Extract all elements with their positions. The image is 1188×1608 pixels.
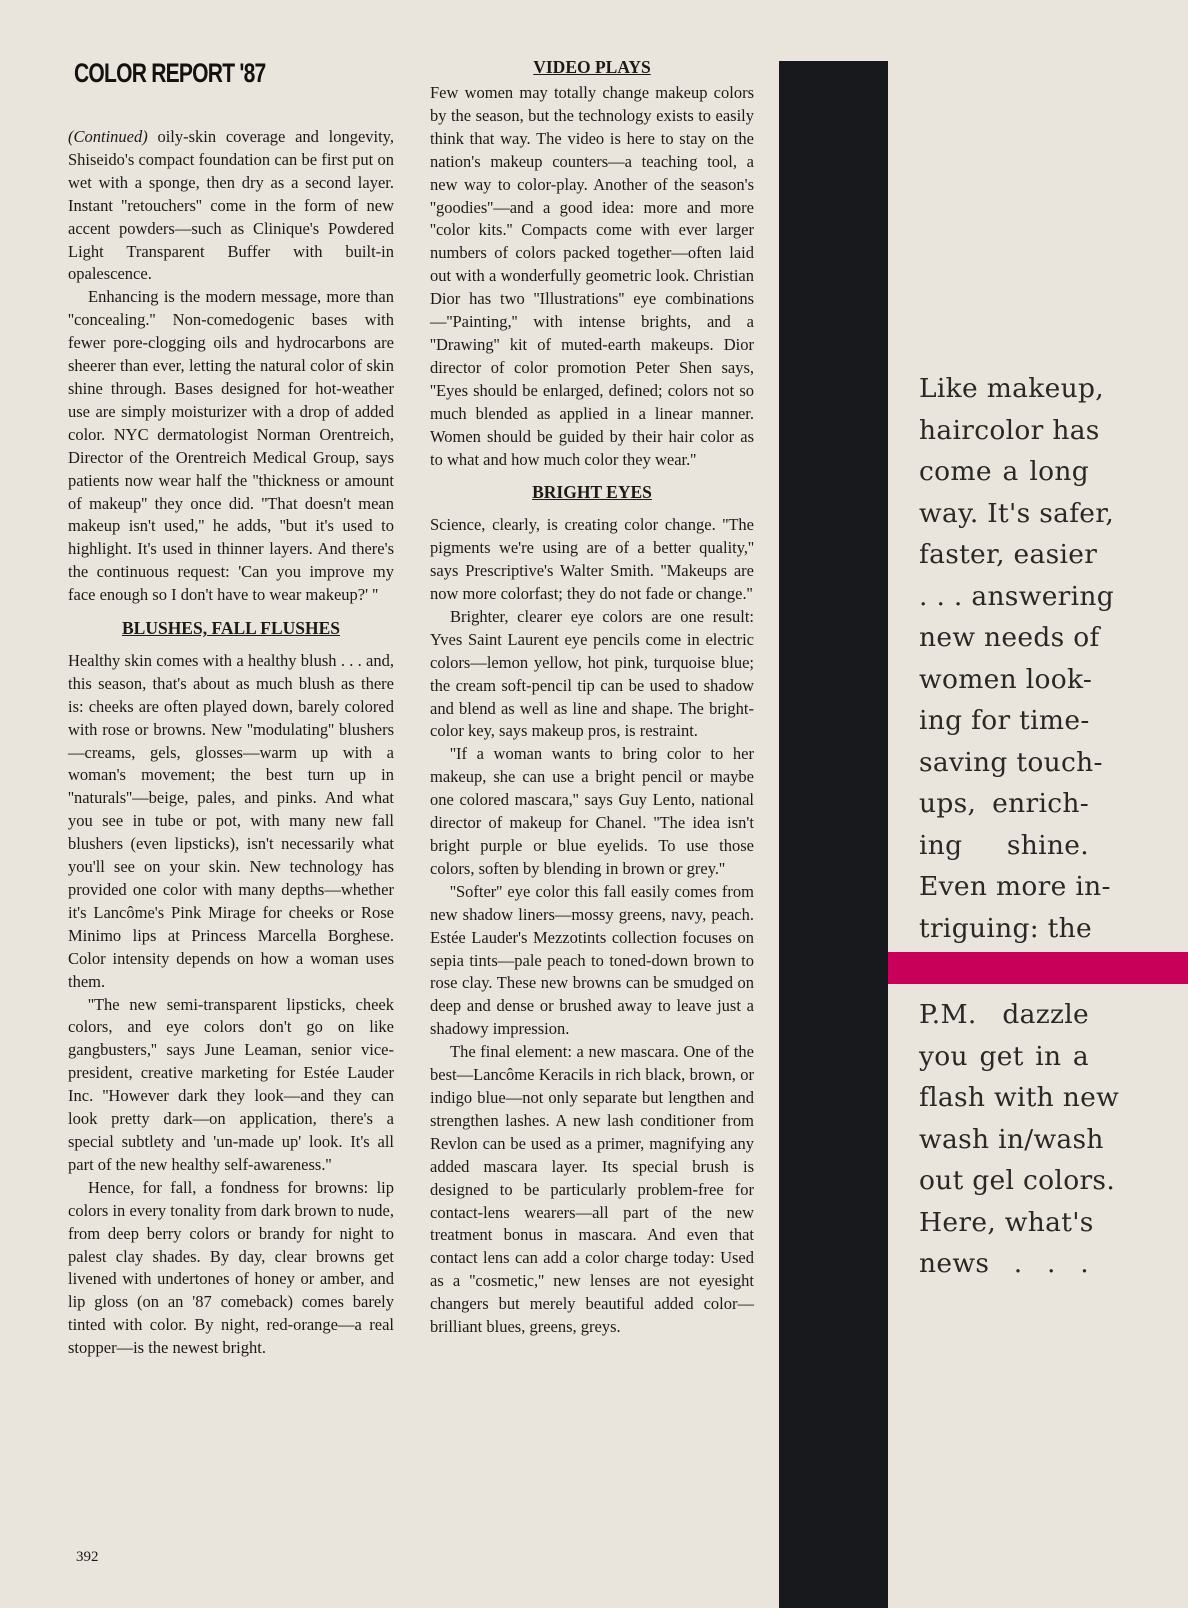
pull-quote-bottom (919, 994, 1120, 1285)
pull-quote-line: . . . answering (919, 580, 1115, 612)
section-heading-bright-eyes: BRIGHT EYES (532, 482, 652, 503)
pull-quote-line: faster, easier (919, 539, 1098, 570)
pull-quote-line: you get in a (919, 1040, 1089, 1072)
paragraph: The final element: a new mascara. One of the best—Lancôme Keracils in rich black, brown, or indigo blue—not only separate but lengthen and strengthen lashes. A new lash conditioner from Revlon can be used as a primer, magnifying any added mascara layer. Its special brush is designed to be particularly problem-free for contact-lens wearers—all part of the new treatment bonus in mascara. And even that contact lens can add a color charge today: Used as a ''cosmetic,'' new lenses are not eyesight changers but merely beautiful added color—brilliant blues, greens, greys. (430, 1042, 754, 1337)
paragraph: Hence, for fall, a fondness for browns: lip colors in every tonality from dark brown to nude, from deep berry colors or brandy for night to palest clay shades. By day, clear browns get livened with undertones of honey or amber, and lip gloss (on an '87 comeback) comes barely tinted with color. By night, red-orange—a real stopper—is the newest bright. (68, 1177, 394, 1358)
paragraph: ''If a woman wants to bring color to her makeup, she can use a bright pencil or maybe one colored mascara,'' says Guy Lento, national director of makeup for Chanel. ''The idea isn't bright purple or blue eyelids. To use those colors, soften by blending in brown or grey.'' (430, 744, 754, 878)
paragraph: Enhancing is the modern message, more than ''concealing.'' Non-comedogenic bases with fewer pore-clogging oils and hydrocarbons are sheerer than ever, letting the natural color of skin shine through. Bases designed for hot-weather use are simply moisturizer with a drop of added color. NYC dermatologist Norman Orentreich, Director of the Orentreich Medical Group, says patients now wear half the ''thickness or amount of makeup'' they once did. ''That doesn't mean makeup isn't used,'' he adds, ''but it's used to highlight. It's used in thinner layers. And there's the continuous request: 'Can you improve my face enough so I don't have to wear makeup?' '' (68, 287, 394, 605)
section-heading-video-plays: VIDEO PLAYS (533, 57, 651, 77)
decorative-black-bar (779, 61, 888, 1608)
pull-quote-line: Like makeup, (919, 373, 1104, 404)
pull-quote-line: wash in/wash (919, 1123, 1104, 1155)
page-number: 392 (76, 1549, 99, 1565)
pull-quote-line: out gel colors. (919, 1165, 1116, 1196)
pull-quote-line: news . . . (919, 1248, 1089, 1279)
pull-quote-line: Even more in- (919, 871, 1111, 902)
pull-quote-line: P.M. dazzle (919, 999, 1089, 1030)
pull-quote-line: come a long (919, 456, 1089, 487)
decorative-bar-joint (779, 952, 888, 984)
paragraph: ''Softer'' eye color this fall easily comes from new shadow liners—mossy greens, navy, peach. Estée Lauder's Mezzotints collection focuses on sepia tints—pale peach to toned-down brown to rose clay. These new browns can be smudged on deep and dense or brushed away to leave just a shadowy impression. (430, 881, 754, 1039)
paragraph: Few women may totally change makeup colors by the season, but the technology exists to easily think that way. The video is here to stay on the nation's makeup counters—a teaching tool, a new way to color-play. Another of the season's ''goodies''—and a good idea: more and more ''color kits.'' Compacts come with ever larger numbers of colors packed together—often laid out with a wonderfully geometric look. Christian Dior has two ''Illustrations'' eye combinations—''Painting,'' with intense brights, and a ''Drawing'' kit of muted-earth makeups. Dior director of color promotion Peter Shen says, ''Eyes should be enlarged, defined; colors not so much blended as applied in a linear manner. Women should be guided by their hair color as to what and how much color they wear.'' (430, 83, 754, 469)
pull-quote-line: triguing: the (919, 912, 1092, 944)
paragraph: Science, clearly, is creating color change. ''The pigments we're using are of a better quality,'' says Prescriptive's Walter Smith. ''Makeups are now more colorfast; they do not fade or change.'' (430, 515, 754, 604)
pull-quote-line: flash with new (919, 1082, 1120, 1113)
pull-quote-line: ing for time- (919, 705, 1090, 736)
pull-quote-line: ups, enrich- (919, 788, 1089, 819)
paragraph (68, 126, 394, 286)
pull-quote-line: ing shine. (919, 829, 1089, 861)
paragraph: Healthy skin comes with a healthy blush . . . and, this season, that's about as much blush as there is: cheeks are often played down, barely colored with rose or browns. New ''modulating'' blushers—creams, gels, glosses—warm up with a woman's movement; the best turn up in ''naturals''—beige, pales, and pinks. And what you see in tube or pot, with many new fall blushers (even lipsticks), isn't necessarily what you'll see on your skin. New technology has provided one color with many depths—whether it's Lancôme's Pink Mirage for cheeks or Rose Minimo lips at Princess Marcella Borghese. Color intensity depends on how a woman uses them. (68, 650, 394, 991)
pull-quote-line: haircolor has (919, 414, 1100, 446)
article-column-left (68, 126, 394, 1360)
pull-quote-line: way. It's safer, (919, 497, 1115, 529)
paragraph: ''The new semi-transparent lipsticks, cheek colors, and eye colors don't go on like gangbusters,'' says June Leaman, senior vice-president, creative marketing for Estée Lauder Inc. ''However dark they look—and they can look pretty dark—on application, there's a special subtlety and 'un-made up' look. It's all part of the new healthy self-awareness.'' (68, 994, 394, 1174)
paragraph-text: oily-skin coverage and longevity, Shiseido's compact foundation can be first put on wet with a sponge, then dry as a second layer. Instant ''retouchers'' come in the form of new accent powders—such as Clinique's Powdered Light Transparent Buffer with built-in opalescence. (68, 127, 394, 284)
continued-label: (Continued) (68, 127, 148, 146)
page-title: COLOR REPORT '87 (74, 58, 266, 88)
pull-quote-line: saving touch- (919, 746, 1103, 778)
decorative-pink-bar (888, 952, 1188, 984)
pull-quote-line: new needs of (919, 622, 1100, 653)
article-column-middle (430, 57, 754, 1339)
section-heading-blushes: BLUSHES, FALL FLUSHES (121, 618, 340, 639)
pull-quote-line: Here, what's (919, 1206, 1094, 1238)
pull-quote-line: women look- (919, 663, 1093, 695)
pull-quote-top (919, 368, 1115, 949)
paragraph: Brighter, clearer eye colors are one result: Yves Saint Laurent eye pencils come in electric colors—lemon yellow, hot pink, turquoise blue; the cream soft-pencil tip can be used to shadow and blend as well as line and shape. The bright-color key, says makeup pros, is restraint. (430, 606, 754, 741)
